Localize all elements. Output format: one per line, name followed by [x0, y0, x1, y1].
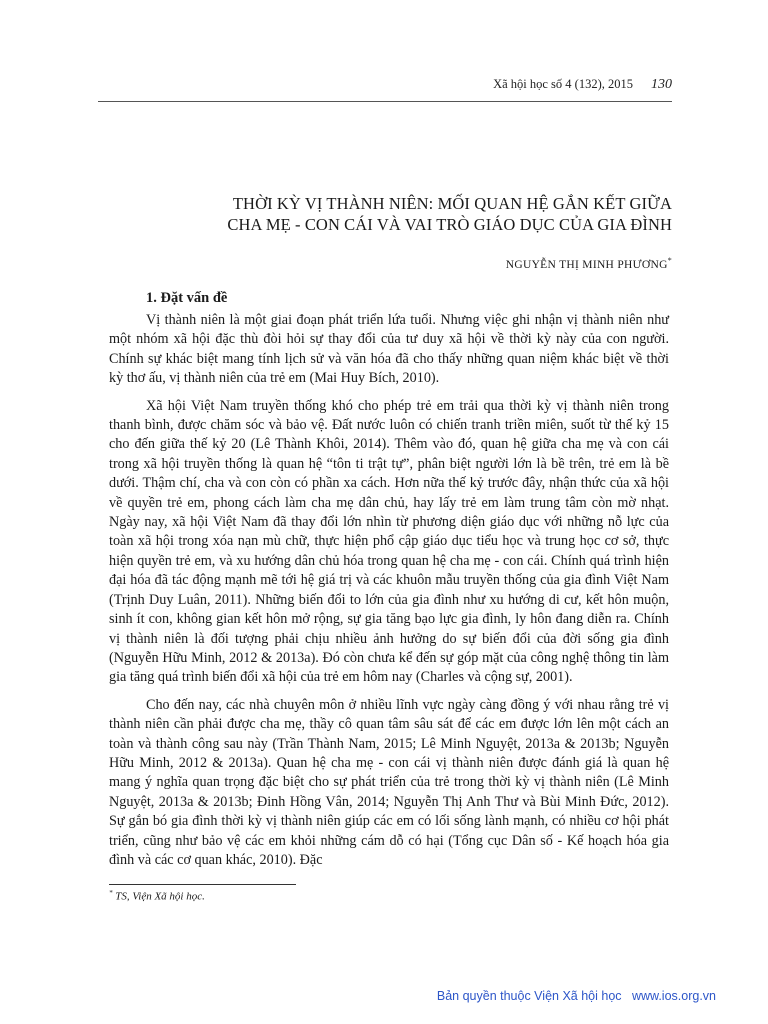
- journal-issue: Xã hội học số 4 (132), 2015: [493, 77, 633, 91]
- running-header: [493, 77, 672, 93]
- footnote-divider: [109, 884, 296, 885]
- page-number: 130: [651, 77, 672, 92]
- title-line-2: CHA MẸ - CON CÁI VÀ VAI TRÒ GIÁO DỤC CỦA GIA ĐÌNH: [227, 215, 672, 234]
- article-title: [98, 193, 672, 235]
- paragraph-1: Vị thành niên là một giai đoạn phát triển lứa tuổi. Nhưng việc ghi nhận vị thành niên như một nhóm xã hội đặc thù đòi hỏi sự thay đổi của tư duy xã hội về thời kỳ này của con người. Chính sự khác biệt mang tính lịch sử và văn hóa đã cho thấy những quan niệm khác biệt về thời kỳ thơ ấu, vị thành niên của trẻ em (Mai Huy Bích, 2010).: [109, 312, 669, 387]
- paragraph-2: Xã hội Việt Nam truyền thống khó cho phép trẻ em trải qua thời kỳ vị thành niên trong thanh bình, được chăm sóc và bảo vệ. Đất nước luôn có chiến tranh triền miên, suốt từ thế kỷ 15 cho đến giữa thế kỷ 20 (Lê Thành Khôi, 2014). Thêm vào đó, quan hệ giữa cha mẹ và con cái trong xã hội truyền thống là quan hệ “tôn ti trật tự”, phân biệt người lớn là bề trên, trẻ em là bề dưới. Thậm chí, cha và con còn có phần xa cách. Hơn nữa thế kỷ trước đây, nhận thức của xã hội về quyền trẻ em, phong cách làm cha mẹ dân chủ, hay lấy trẻ em làm trung tâm còn mờ nhạt. Ngày nay, xã hội Việt Nam đã thay đổi lớn nhìn từ phương diện giáo dục với những nỗ lực của toàn xã hội trong xóa nạn mù chữ, thực hiện phổ cập giáo dục tiểu học và trung học cơ sở, thực hiện quyền trẻ em, và xu hướng dân chủ hóa trong quan hệ cha mẹ - con cái. Chính quá trình hiện đại hóa đã tác động mạnh mẽ tới hệ giá trị và các khuôn mẫu truyền thống của gia đình Việt Nam (Trịnh Duy Luân, 2011). Những biến đổi to lớn của gia đình như xu hướng di cư, kết hôn muộn, sinh ít con, không gian kết hôn mở rộng, sự gia tăng bạo lực gia đình, ly hôn đang diễn ra. Chính vị thành niên là đối tượng phải chịu nhiều ảnh hưởng do sự biến đổi của đời sống gia đình (Nguyễn Hữu Minh, 2012 & 2013a). Đó còn chưa kể đến sự góp mặt của công nghệ thông tin làm gia tăng quá trình biến đổi xã hội của trẻ em hôm nay (Charles và cộng sự, 2001).: [109, 397, 669, 686]
- author-footnote-mark: *: [667, 256, 672, 265]
- header-divider: [98, 101, 672, 102]
- title-line-1: THỜI KỲ VỊ THÀNH NIÊN: MỐI QUAN HỆ GẮN KẾT GIỮA: [232, 194, 672, 213]
- section-heading: 1. Đặt vấn đề: [146, 290, 228, 306]
- footnote-mark: *: [109, 889, 113, 897]
- author-name: NGUYỄN THỊ MINH PHƯƠNG: [505, 258, 668, 271]
- footnote: [109, 889, 205, 903]
- copyright-link[interactable]: Bản quyền thuộc Viện Xã hội học www.ios.org.vn: [436, 989, 716, 1003]
- author-line: [506, 256, 672, 271]
- paragraph-3: Cho đến nay, các nhà chuyên môn ở nhiều lĩnh vực ngày càng đồng ý với nhau rằng trẻ vị thành niên cần phải được cha mẹ, thầy cô quan tâm sâu sát để các em được lớn lên một cách an toàn và thành công sau này (Trần Thành Nam, 2015; Lê Minh Nguyệt, 2013a & 2013b; Nguyễn Hữu Minh, 2012 & 2013a). Quan hệ cha mẹ - con cái vị thành niên được đánh giá là quan hệ mang ý nghĩa quan trọng đặc biệt cho sự phát triển của trẻ trong thời kỳ vị thành niên (Lê Minh Nguyệt, 2013a & 2013b; Đinh Hồng Vân, 2014; Nguyễn Thị Anh Thư và Bùi Minh Đức, 2012). Sự gắn bó gia đình thời kỳ vị thành niên giúp các em có lối sống lành mạnh, có nhiều cơ hội phát triển, cũng như bảo vệ các em khỏi những cám dỗ có hại (Tổng cục Dân số - Kế hoạch hóa gia đình và các cơ quan khác, 2010). Đặc: [109, 696, 669, 868]
- body-text: [109, 311, 669, 878]
- footnote-text: TS, Viện Xã hội học.: [115, 890, 205, 903]
